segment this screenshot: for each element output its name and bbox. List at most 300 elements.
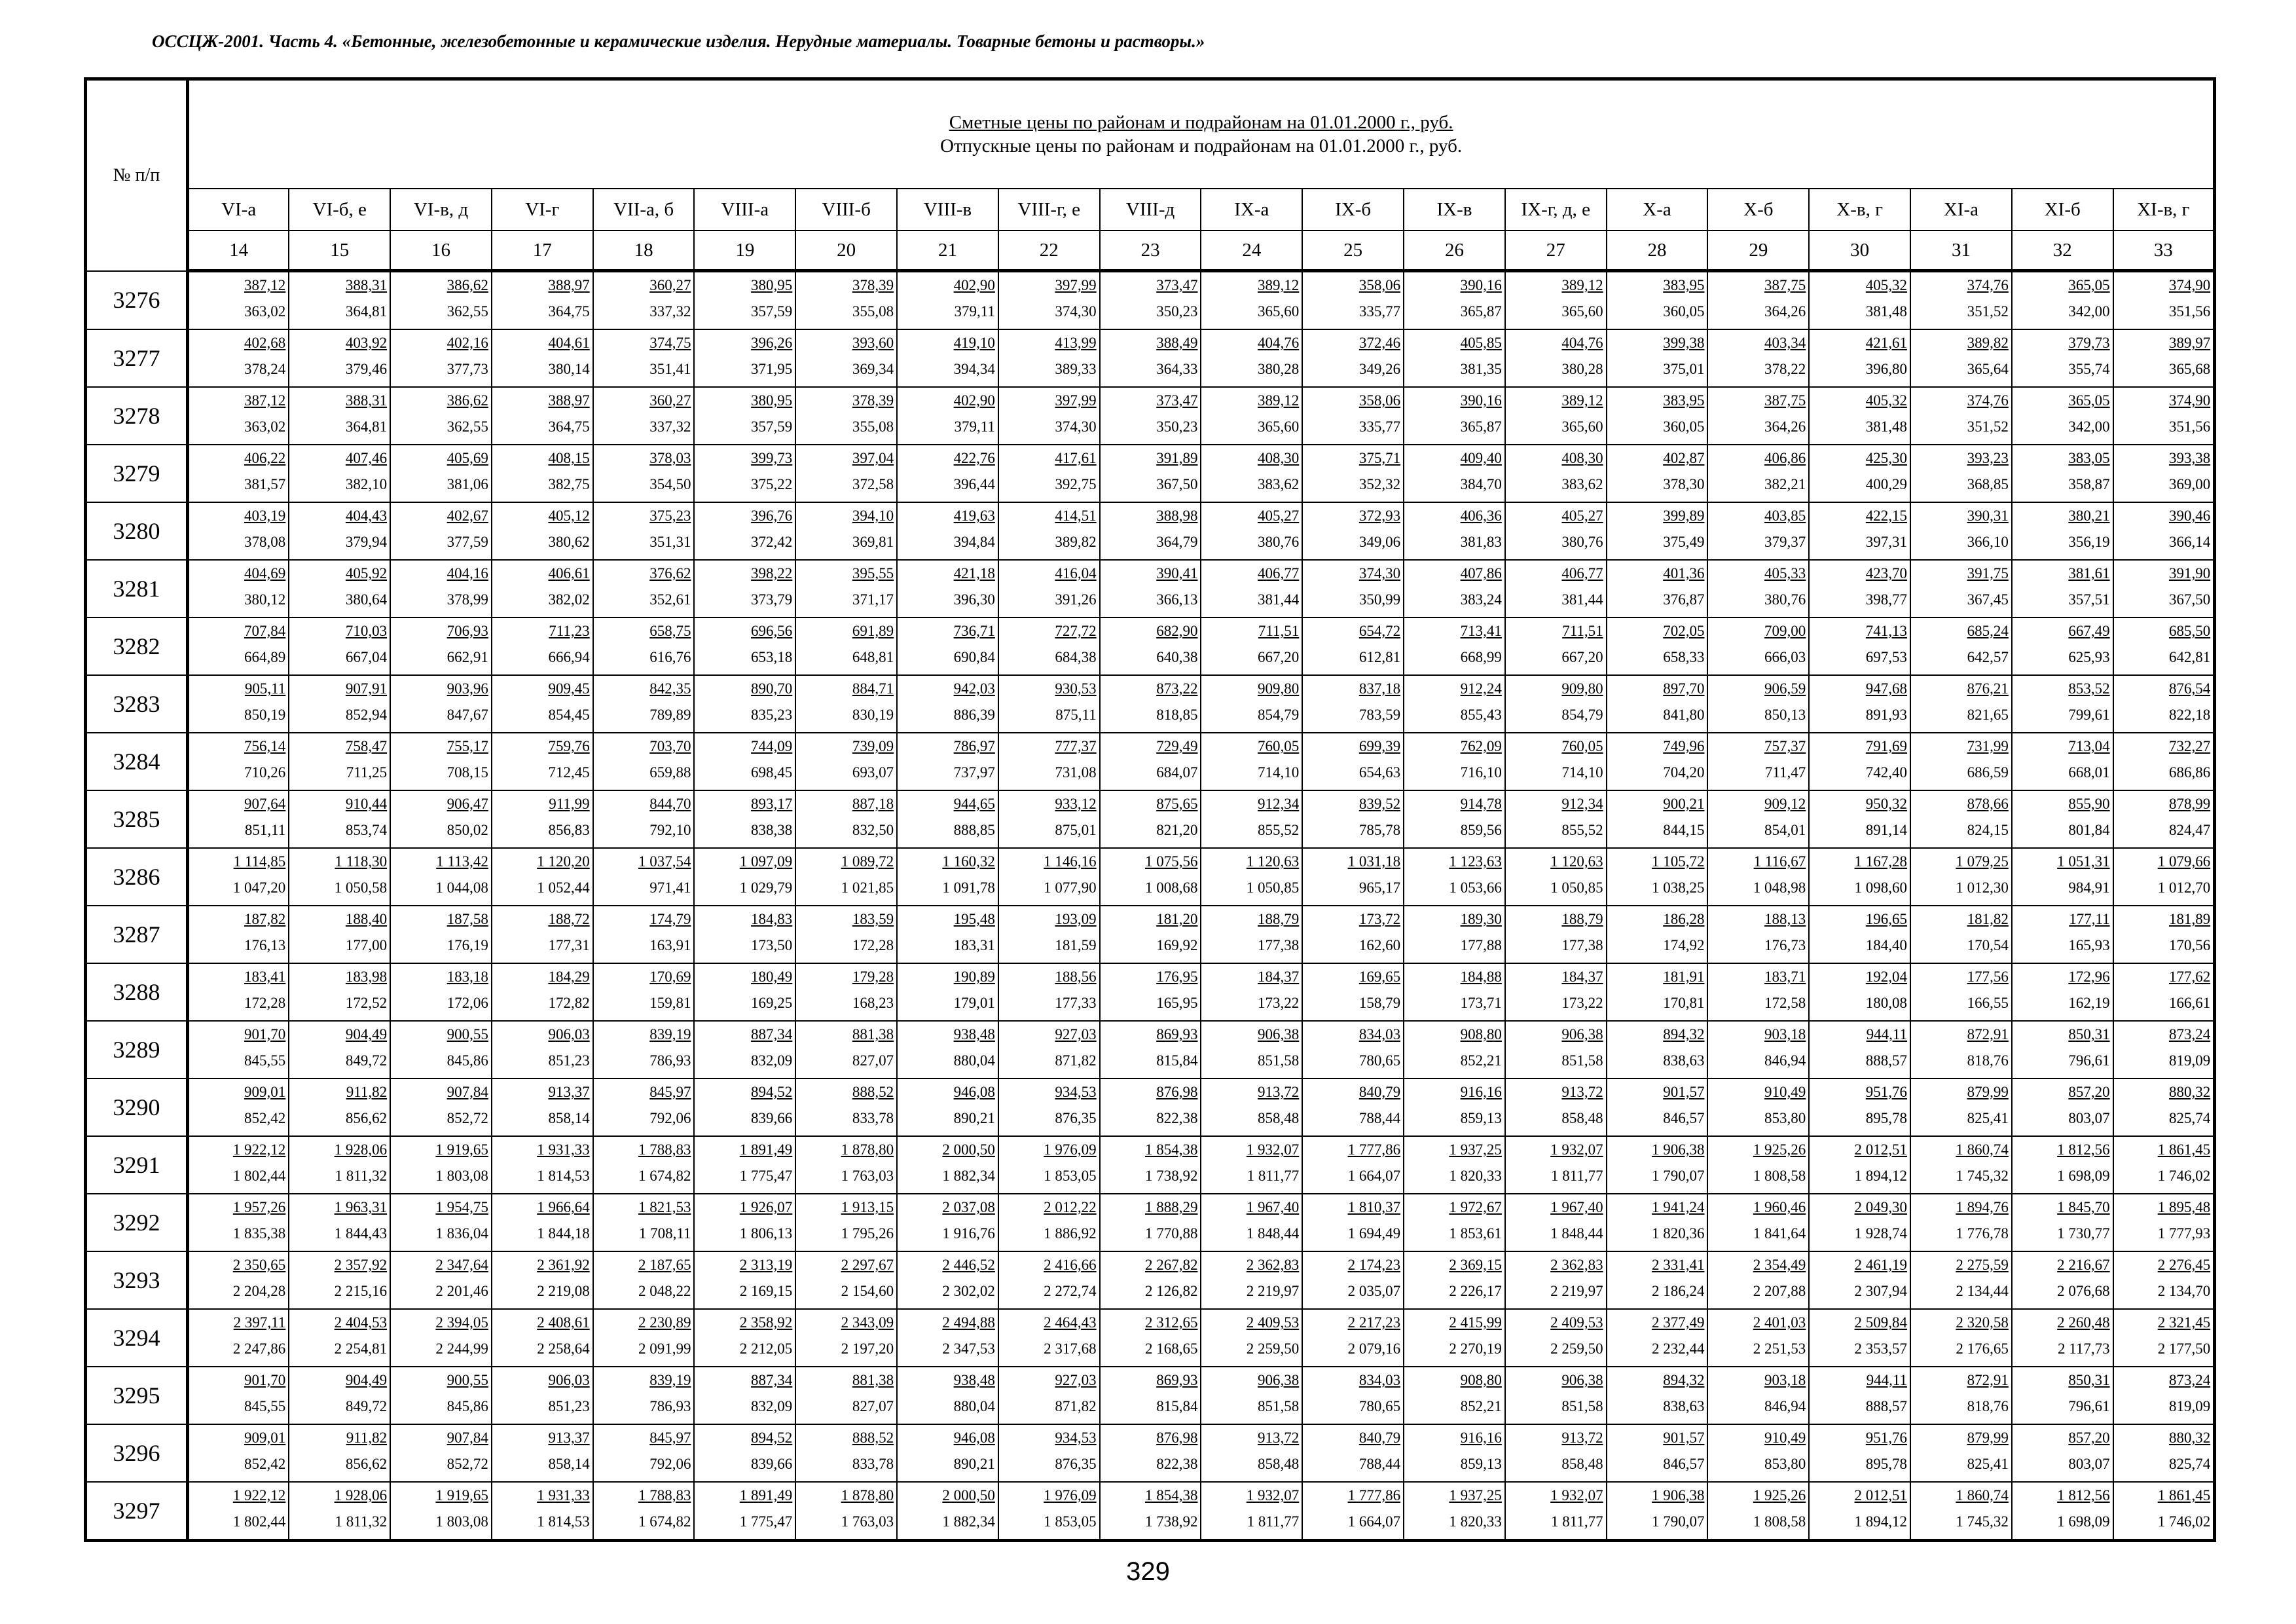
price-cell xyxy=(1910,329,2012,387)
price-cell xyxy=(1201,329,1302,387)
estimated-price: 2 509,84 xyxy=(1854,1314,1908,1331)
price-cell xyxy=(2012,1194,2113,1251)
row-number: 3282 xyxy=(86,618,188,675)
release-price: 642,57 xyxy=(1967,649,2009,665)
price-cell xyxy=(795,733,897,790)
row-number: 3276 xyxy=(86,271,188,330)
district-header: XI-а xyxy=(1910,189,2012,231)
estimated-price: 934,53 xyxy=(1055,1430,1097,1446)
price-cell xyxy=(289,387,390,445)
estimated-price: 938,48 xyxy=(953,1372,995,1388)
release-price: 855,52 xyxy=(1258,822,1300,838)
release-price: 366,14 xyxy=(2168,534,2211,550)
table-row xyxy=(86,445,2215,502)
price-cell xyxy=(1707,906,1809,963)
release-price: 351,31 xyxy=(649,534,691,550)
release-price: 2 247,86 xyxy=(232,1340,286,1357)
row-number: 3293 xyxy=(86,1251,188,1309)
price-cell xyxy=(2012,1309,2113,1367)
release-price: 1 835,38 xyxy=(232,1225,286,1242)
release-price: 833,78 xyxy=(852,1110,894,1126)
release-price: 1 746,02 xyxy=(2157,1513,2211,1530)
estimated-price: 1 788,83 xyxy=(638,1487,691,1504)
estimated-price: 709,00 xyxy=(1764,623,1806,639)
release-price: 1 763,03 xyxy=(841,1513,894,1530)
release-price: 856,62 xyxy=(345,1110,388,1126)
estimated-price: 903,18 xyxy=(1764,1372,1806,1388)
release-price: 852,72 xyxy=(446,1456,488,1472)
estimated-price: 1 963,31 xyxy=(334,1199,388,1215)
price-cell xyxy=(1910,1194,2012,1251)
estimated-price: 911,82 xyxy=(346,1430,388,1446)
release-price: 396,80 xyxy=(1865,361,1908,377)
release-price: 667,04 xyxy=(345,649,388,665)
estimated-price: 1 860,74 xyxy=(1956,1487,2009,1504)
district-header-row xyxy=(86,189,2215,231)
estimated-price: 2 216,67 xyxy=(2057,1257,2110,1273)
estimated-price: 407,86 xyxy=(1460,565,1502,581)
estimated-price: 406,86 xyxy=(1764,450,1806,466)
table-row xyxy=(86,1251,2215,1309)
estimated-price: 422,76 xyxy=(953,450,995,466)
release-price: 2 176,65 xyxy=(1956,1340,2009,1357)
row-number: 3279 xyxy=(86,445,188,502)
release-price: 383,24 xyxy=(1460,591,1502,608)
release-price: 174,92 xyxy=(1663,937,1705,953)
release-price: 871,82 xyxy=(1055,1052,1097,1069)
district-header: VI-а xyxy=(188,189,289,231)
release-price: 1 790,07 xyxy=(1651,1513,1705,1530)
release-price: 616,76 xyxy=(649,649,691,665)
estimated-price: 1 861,45 xyxy=(2157,1141,2211,1158)
release-price: 839,66 xyxy=(751,1456,793,1472)
price-cell xyxy=(795,1021,897,1079)
estimated-price: 1 777,86 xyxy=(1347,1141,1401,1158)
release-price: 801,84 xyxy=(2068,822,2110,838)
estimated-price: 404,16 xyxy=(446,565,488,581)
price-cell xyxy=(795,271,897,330)
price-cell xyxy=(1809,1309,1910,1367)
price-cell xyxy=(289,963,390,1021)
estimated-price: 906,38 xyxy=(1258,1372,1300,1388)
estimated-price: 1 926,07 xyxy=(739,1199,793,1215)
estimated-price: 755,17 xyxy=(446,738,488,754)
release-price: 737,97 xyxy=(953,764,995,781)
price-cell xyxy=(1404,271,1505,330)
price-cell xyxy=(390,1367,492,1424)
release-price: 369,34 xyxy=(852,361,894,377)
estimated-price: 1 812,56 xyxy=(2057,1487,2110,1504)
estimated-price: 2 187,65 xyxy=(638,1257,691,1273)
estimated-price: 906,47 xyxy=(446,796,488,812)
release-price: 858,48 xyxy=(1258,1110,1300,1126)
release-price: 971,41 xyxy=(649,879,691,896)
estimated-price: 397,04 xyxy=(852,450,894,466)
release-price: 335,77 xyxy=(1358,418,1401,435)
price-cell xyxy=(795,1367,897,1424)
price-cell xyxy=(492,733,593,790)
table-row xyxy=(86,618,2215,675)
estimated-price: 399,38 xyxy=(1663,335,1705,351)
price-cell xyxy=(2113,963,2215,1021)
price-cell xyxy=(897,963,998,1021)
price-cell xyxy=(1201,618,1302,675)
release-price: 394,34 xyxy=(953,361,995,377)
estimated-price: 402,16 xyxy=(446,335,488,351)
price-cell xyxy=(2113,502,2215,560)
price-cell xyxy=(2012,1079,2113,1136)
estimated-price: 390,16 xyxy=(1460,392,1502,409)
estimated-price: 184,37 xyxy=(1561,969,1603,985)
release-price: 849,72 xyxy=(345,1052,388,1069)
price-cell xyxy=(1707,1251,1809,1309)
estimated-price: 1 810,37 xyxy=(1347,1199,1401,1215)
estimated-price: 1 895,48 xyxy=(2157,1199,2211,1215)
price-cell xyxy=(390,906,492,963)
price-cell xyxy=(1607,560,1708,618)
price-cell xyxy=(897,675,998,733)
estimated-price: 685,24 xyxy=(1967,623,2009,639)
price-cell xyxy=(1505,963,1607,1021)
table-row xyxy=(86,502,2215,560)
release-price: 1 098,60 xyxy=(1854,879,1908,896)
estimated-price: 907,91 xyxy=(345,680,388,697)
estimated-price: 903,96 xyxy=(446,680,488,697)
price-cell xyxy=(2113,1424,2215,1482)
price-cell xyxy=(1404,1079,1505,1136)
table-row xyxy=(86,963,2215,1021)
header-row-title xyxy=(86,79,2215,189)
release-price: 858,48 xyxy=(1561,1456,1603,1472)
release-price: 1 882,34 xyxy=(942,1513,995,1530)
price-cell xyxy=(1707,790,1809,848)
estimated-price: 894,32 xyxy=(1663,1026,1705,1043)
column-number: 31 xyxy=(1910,231,2012,271)
price-cell xyxy=(897,271,998,330)
estimated-price: 389,12 xyxy=(1561,392,1603,409)
price-cell xyxy=(1607,329,1708,387)
release-price: 1 770,88 xyxy=(1144,1225,1198,1242)
estimated-price: 938,48 xyxy=(953,1026,995,1043)
price-cell xyxy=(2012,733,2113,790)
estimated-price: 907,84 xyxy=(446,1084,488,1100)
estimated-price: 1 922,12 xyxy=(232,1487,286,1504)
price-cell xyxy=(1100,502,1201,560)
estimated-price: 1 925,26 xyxy=(1753,1141,1806,1158)
price-cell xyxy=(998,1194,1100,1251)
release-price: 365,60 xyxy=(1561,303,1603,320)
price-cell xyxy=(593,1309,695,1367)
price-cell xyxy=(1201,560,1302,618)
price-cell xyxy=(289,1079,390,1136)
estimated-price: 1 894,76 xyxy=(1956,1199,2009,1215)
release-price: 1 802,44 xyxy=(232,1168,286,1184)
column-number: 24 xyxy=(1201,231,1302,271)
price-cell xyxy=(2012,963,2113,1021)
estimated-price: 403,19 xyxy=(244,507,286,524)
release-price: 839,66 xyxy=(751,1110,793,1126)
release-price: 379,11 xyxy=(954,418,995,435)
price-cell xyxy=(492,387,593,445)
release-price: 880,04 xyxy=(953,1398,995,1414)
estimated-price: 388,31 xyxy=(345,277,388,293)
price-cell xyxy=(289,848,390,906)
price-cell xyxy=(2012,271,2113,330)
price-cell xyxy=(1404,675,1505,733)
estimated-price: 2 297,67 xyxy=(841,1257,894,1273)
price-cell xyxy=(2113,733,2215,790)
price-cell xyxy=(1910,790,2012,848)
estimated-price: 2 357,92 xyxy=(334,1257,388,1273)
release-price: 895,78 xyxy=(1865,1110,1908,1126)
table-row xyxy=(86,271,2215,330)
estimated-price: 909,80 xyxy=(1258,680,1300,697)
price-cell xyxy=(188,1309,289,1367)
price-cell xyxy=(492,675,593,733)
price-cell xyxy=(897,445,998,502)
price-cell xyxy=(2113,329,2215,387)
price-cell xyxy=(1100,1194,1201,1251)
price-cell xyxy=(390,848,492,906)
release-price: 789,89 xyxy=(649,707,691,723)
estimated-price: 365,05 xyxy=(2068,277,2110,293)
price-cell xyxy=(1707,963,1809,1021)
release-price: 181,59 xyxy=(1055,937,1097,953)
release-price: 716,10 xyxy=(1460,764,1502,781)
release-price: 172,58 xyxy=(1764,995,1806,1011)
column-number: 20 xyxy=(795,231,897,271)
release-price: 667,20 xyxy=(1258,649,1300,665)
estimated-price: 405,32 xyxy=(1865,277,1908,293)
release-price: 366,10 xyxy=(1967,534,2009,550)
price-cell xyxy=(998,1079,1100,1136)
price-cell xyxy=(694,1367,795,1424)
release-price: 176,73 xyxy=(1764,937,1806,953)
estimated-price: 373,47 xyxy=(1156,392,1198,409)
estimated-price: 188,79 xyxy=(1561,911,1603,927)
release-price: 180,08 xyxy=(1865,995,1908,1011)
release-price: 895,78 xyxy=(1865,1456,1908,1472)
price-cell xyxy=(694,618,795,675)
estimated-price: 2 408,61 xyxy=(537,1314,590,1331)
estimated-price: 422,15 xyxy=(1865,507,1908,524)
estimated-price: 887,18 xyxy=(852,796,894,812)
table-row xyxy=(86,1194,2215,1251)
price-cell xyxy=(1100,387,1201,445)
price-cell xyxy=(1404,560,1505,618)
estimated-price: 869,93 xyxy=(1156,1026,1198,1043)
estimated-price: 1 931,33 xyxy=(537,1487,590,1504)
estimated-price: 389,82 xyxy=(1967,335,2009,351)
release-price: 891,14 xyxy=(1865,822,1908,838)
release-price: 845,55 xyxy=(244,1052,286,1069)
release-price: 351,56 xyxy=(2168,303,2211,320)
estimated-price: 402,67 xyxy=(446,507,488,524)
release-price: 381,35 xyxy=(1460,361,1502,377)
price-cell xyxy=(694,790,795,848)
estimated-price: 713,04 xyxy=(2068,738,2110,754)
price-cell xyxy=(1505,848,1607,906)
estimated-price: 762,09 xyxy=(1460,738,1502,754)
price-cell xyxy=(1607,1424,1708,1482)
price-cell xyxy=(1404,618,1505,675)
release-price: 886,39 xyxy=(953,707,995,723)
estimated-price: 406,77 xyxy=(1258,565,1300,581)
price-cell xyxy=(390,1194,492,1251)
release-price: 710,26 xyxy=(244,764,286,781)
price-cell xyxy=(897,1194,998,1251)
price-cell xyxy=(1404,329,1505,387)
release-price: 888,85 xyxy=(953,822,995,838)
price-cell xyxy=(1302,1482,1404,1541)
price-cell xyxy=(1404,906,1505,963)
estimated-price: 402,90 xyxy=(953,392,995,409)
estimated-price: 395,55 xyxy=(852,565,894,581)
estimated-price: 857,20 xyxy=(2068,1084,2110,1100)
estimated-price: 379,73 xyxy=(2068,335,2110,351)
estimated-price: 184,88 xyxy=(1460,969,1502,985)
release-price: 2 226,17 xyxy=(1449,1283,1502,1299)
estimated-price: 944,11 xyxy=(1866,1026,1908,1043)
price-cell xyxy=(1201,1424,1302,1482)
estimated-price: 682,90 xyxy=(1156,623,1198,639)
price-cell xyxy=(897,502,998,560)
price-cell xyxy=(1809,502,1910,560)
release-price: 668,99 xyxy=(1460,649,1502,665)
price-cell xyxy=(1607,1079,1708,1136)
column-number: 15 xyxy=(289,231,390,271)
price-cell xyxy=(188,1079,289,1136)
release-price: 362,55 xyxy=(446,418,488,435)
estimated-price: 908,80 xyxy=(1460,1372,1502,1388)
estimated-price: 2 377,49 xyxy=(1651,1314,1705,1331)
release-price: 1 803,08 xyxy=(435,1168,488,1184)
price-cell xyxy=(897,1136,998,1194)
estimated-price: 916,16 xyxy=(1460,1084,1502,1100)
price-cell xyxy=(998,502,1100,560)
release-price: 1 708,11 xyxy=(638,1225,691,1242)
estimated-price: 190,89 xyxy=(953,969,995,985)
price-cell xyxy=(188,1367,289,1424)
price-cell xyxy=(694,1021,795,1079)
release-price: 625,93 xyxy=(2068,649,2110,665)
estimated-price: 407,46 xyxy=(345,450,388,466)
release-price: 1 848,44 xyxy=(1246,1225,1300,1242)
release-price: 381,48 xyxy=(1865,303,1908,320)
estimated-price: 388,31 xyxy=(345,392,388,409)
row-number: 3294 xyxy=(86,1309,188,1367)
price-cell xyxy=(1607,675,1708,733)
estimated-price: 388,49 xyxy=(1156,335,1198,351)
price-cell xyxy=(1302,1309,1404,1367)
estimated-price: 381,61 xyxy=(2068,565,2110,581)
estimated-price: 873,24 xyxy=(2168,1372,2211,1388)
release-price: 1 916,76 xyxy=(942,1225,995,1242)
price-cell xyxy=(390,618,492,675)
row-number: 3278 xyxy=(86,387,188,445)
price-cell xyxy=(1201,1482,1302,1541)
release-price: 859,56 xyxy=(1460,822,1502,838)
release-price: 871,82 xyxy=(1055,1398,1097,1414)
release-price: 377,59 xyxy=(446,534,488,550)
release-price: 397,31 xyxy=(1865,534,1908,550)
release-price: 1 894,12 xyxy=(1854,1168,1908,1184)
price-cell xyxy=(2113,848,2215,906)
estimated-price: 1 976,09 xyxy=(1044,1141,1097,1158)
column-number: 21 xyxy=(897,231,998,271)
table-row xyxy=(86,1424,2215,1482)
price-cell xyxy=(1707,848,1809,906)
release-price: 853,80 xyxy=(1764,1110,1806,1126)
release-price: 731,08 xyxy=(1055,764,1097,781)
estimated-price: 2 049,30 xyxy=(1854,1199,1908,1215)
price-cell xyxy=(390,1309,492,1367)
release-price: 173,22 xyxy=(1561,995,1603,1011)
release-price: 825,41 xyxy=(1967,1456,2009,1472)
estimated-price: 389,12 xyxy=(1561,277,1603,293)
price-cell xyxy=(390,1079,492,1136)
release-price: 830,19 xyxy=(852,707,894,723)
price-cell xyxy=(1910,1424,2012,1482)
price-cell xyxy=(1505,618,1607,675)
release-price: 824,15 xyxy=(1967,822,2009,838)
price-cell xyxy=(1505,1021,1607,1079)
estimated-price: 840,79 xyxy=(1358,1430,1401,1446)
price-cell xyxy=(2012,790,2113,848)
release-price: 824,47 xyxy=(2168,822,2211,838)
price-cell xyxy=(1910,1367,2012,1424)
release-price: 364,75 xyxy=(548,303,590,320)
price-cell xyxy=(1302,618,1404,675)
price-cell xyxy=(492,1424,593,1482)
release-price: 664,89 xyxy=(244,649,286,665)
release-price: 1 746,02 xyxy=(2157,1168,2211,1184)
estimated-price: 658,75 xyxy=(649,623,691,639)
price-cell xyxy=(1201,1136,1302,1194)
estimated-price: 402,68 xyxy=(244,335,286,351)
release-price: 684,07 xyxy=(1156,764,1198,781)
estimated-price: 405,27 xyxy=(1258,507,1300,524)
release-price: 854,79 xyxy=(1561,707,1603,723)
district-header: X-а xyxy=(1607,189,1708,231)
estimated-price: 380,95 xyxy=(751,392,793,409)
price-cell xyxy=(998,271,1100,330)
estimated-price: 176,95 xyxy=(1156,969,1198,985)
estimated-price: 187,82 xyxy=(244,911,286,927)
price-cell xyxy=(897,1021,998,1079)
estimated-price: 408,30 xyxy=(1258,450,1300,466)
release-price: 358,87 xyxy=(2068,476,2110,492)
release-price: 1 790,07 xyxy=(1651,1168,1705,1184)
price-cell xyxy=(1607,1482,1708,1541)
price-cell xyxy=(1100,1021,1201,1079)
estimated-price: 374,90 xyxy=(2168,392,2211,409)
estimated-price: 845,97 xyxy=(649,1430,691,1446)
table-row xyxy=(86,560,2215,618)
estimated-price: 389,12 xyxy=(1258,392,1300,409)
release-price: 1 808,58 xyxy=(1753,1513,1806,1530)
price-cell xyxy=(492,329,593,387)
district-header: X-б xyxy=(1707,189,1809,231)
estimated-price: 946,08 xyxy=(953,1084,995,1100)
release-price: 853,80 xyxy=(1764,1456,1806,1472)
release-price: 697,53 xyxy=(1865,649,1908,665)
release-price: 845,86 xyxy=(446,1052,488,1069)
estimated-price: 1 123,63 xyxy=(1449,853,1502,870)
price-cell xyxy=(390,1251,492,1309)
release-price: 858,48 xyxy=(1561,1110,1603,1126)
price-cell xyxy=(2113,445,2215,502)
